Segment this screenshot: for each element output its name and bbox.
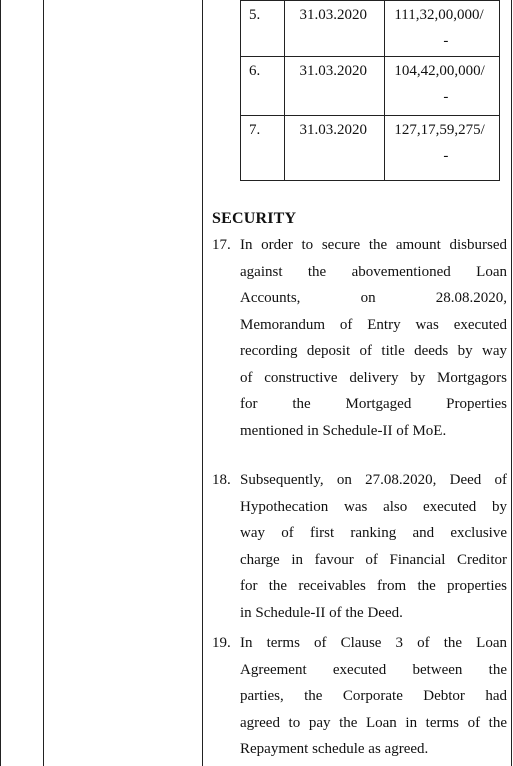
amount-text-line1: 104,42,00,000/ xyxy=(394,63,485,79)
paragraph-line: In order to secure the amount disbursed xyxy=(240,237,507,253)
paragraph-line: in Schedule-II of the Deed. xyxy=(240,604,403,621)
date-cell xyxy=(285,116,385,181)
paragraph-line: way of first ranking and exclusive xyxy=(240,525,507,541)
paragraph-line: Repayment schedule as agreed. xyxy=(240,741,429,757)
amount-cell xyxy=(385,116,500,181)
date-text: 31.03.2020 xyxy=(299,122,367,138)
paragraph-line: mentioned in Schedule-II of MoE. xyxy=(240,422,447,439)
paragraph-line: charge in favour of Financial Creditor xyxy=(240,551,507,568)
amount-cell xyxy=(385,57,500,116)
table-row xyxy=(241,57,500,116)
paragraph-number: 17. xyxy=(212,237,231,253)
paragraph-line: Agreement executed between the xyxy=(240,661,507,678)
amount-text-line1: 111,32,00,000/ xyxy=(394,7,484,23)
table-row xyxy=(241,1,500,57)
amount-text-line2: - xyxy=(443,148,449,164)
amount-cell xyxy=(385,1,500,57)
table-row xyxy=(241,116,500,181)
section-heading: SECURITY xyxy=(212,210,297,227)
paragraph-line: Accounts, on 28.08.2020, xyxy=(240,290,507,306)
amount-text-line2: - xyxy=(443,89,449,105)
amount-text-line2: - xyxy=(443,33,449,49)
paragraph-line: In terms of Clause 3 of the Loan xyxy=(240,635,507,651)
sno-text: 7. xyxy=(249,122,261,138)
paragraph-body xyxy=(240,232,507,444)
paragraph-body xyxy=(240,467,507,626)
paragraph-number: 18. xyxy=(212,472,231,488)
paragraph-line: for the Mortgaged Properties xyxy=(240,396,507,412)
column-divider-2 xyxy=(202,0,203,766)
paragraph-line: agreed to pay the Loan in terms of the xyxy=(240,714,507,731)
paragraph-line: Subsequently, on 27.08.2020, Deed of xyxy=(240,472,507,488)
paragraph-number: 19. xyxy=(212,635,231,651)
sno-text: 6. xyxy=(249,63,261,79)
sno-cell xyxy=(241,57,285,116)
sno-cell xyxy=(241,116,285,181)
paragraph-line: against the abovementioned Loan xyxy=(240,263,507,280)
date-cell xyxy=(285,57,385,116)
date-cell xyxy=(285,1,385,57)
right-border xyxy=(511,0,512,766)
amount-text-line1: 127,17,59,275/ xyxy=(394,122,485,138)
paragraph-line: Hypothecation was also executed by xyxy=(240,498,507,515)
paragraph-body xyxy=(240,630,507,763)
paragraph-line: recording deposit of title deeds by way xyxy=(240,343,507,359)
paragraph-line: for the receivables from the properties xyxy=(240,578,507,594)
date-text: 31.03.2020 xyxy=(299,7,367,23)
sno-text: 5. xyxy=(249,7,261,23)
sno-cell xyxy=(241,1,285,57)
loan-disbursement-table xyxy=(240,0,500,181)
left-border xyxy=(0,0,1,766)
date-text: 31.03.2020 xyxy=(299,63,367,79)
paragraph-line: of constructive delivery by Mortgagors xyxy=(240,369,507,386)
paragraph-line: parties, the Corporate Debtor had xyxy=(240,688,507,704)
column-divider-1 xyxy=(43,0,44,766)
paragraph-line: Memorandum of Entry was executed xyxy=(240,316,507,333)
